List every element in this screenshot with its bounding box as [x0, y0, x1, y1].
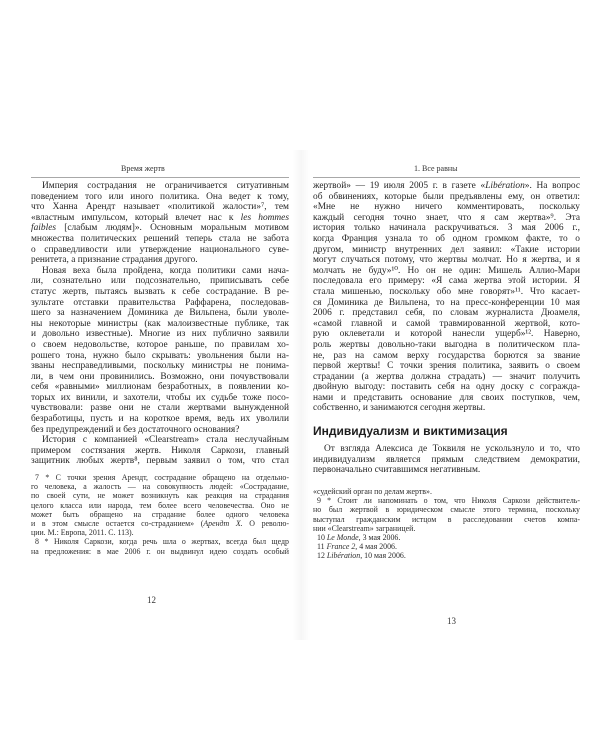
footnote-line: на предложения: в мае 2006 г. он выдвинул идею создать особый [31, 546, 289, 556]
footnote-line: выступал гражданским истцом в расследовании счетов компа- [313, 514, 580, 524]
text-line: История с компанией «Clearstream» стала неслучайным [42, 435, 289, 446]
text-line: ся Доминика де Вильпена, то на пресс-конференции 10 мая [313, 297, 580, 308]
footnote-line: ции. М.: Европа, 2011. С. 113). [31, 528, 134, 538]
text-line: торых их винили, и захотели, чтобы их судьбе тоже посо- [31, 392, 289, 403]
footnote-line: «судейский орган по делам жертв». [313, 487, 432, 496]
italic-run: Libération [485, 181, 525, 191]
italic-run: les hommes [240, 212, 289, 223]
text-run: 11 [317, 542, 327, 552]
header-rule [313, 177, 580, 178]
text-line: ренитета, а признание страдания другого. [31, 255, 198, 266]
text-line: себя «равными» миллионам безработных, в появлении ко- [31, 382, 289, 393]
footnote-line: по своей сути, не может возникнуть как реакция на страдания [31, 491, 289, 501]
main-text [31, 181, 289, 467]
footnotes [31, 473, 289, 556]
main-text-continued [313, 181, 580, 414]
text-line: зультате отставки правительства Раффарена, последовав- [31, 297, 289, 308]
page-number: 13 [447, 616, 456, 626]
text-line: ли, в чем они провинились. Возможно, они почувствовали [31, 371, 289, 382]
footnote-line: 8 * Николя Саркози, когда речь шла о жертвах, всегда был щедр [35, 537, 289, 547]
italic-run: Арендт Х. [203, 518, 243, 528]
text-run: 12 [317, 551, 327, 561]
text-line: молчать не буду»¹⁰. Но он не один: Мишель Аллио-Мари [313, 265, 580, 276]
footnote [31, 473, 289, 537]
footnote-line: 7 * С точки зрения Арендт, сострадание обращено на отдельно- [35, 473, 289, 482]
text-line: поведением того или иного политика. Она ведет к тому, [31, 191, 289, 202]
running-head: 1. Все равны [414, 164, 458, 173]
footnote-line: го человека, а жалость — на совокупность людей: «Сострадание, [31, 482, 289, 492]
italic-run: Libération [326, 551, 361, 561]
text-line: собственно, и занимаются сегодня жертвы. [313, 403, 486, 414]
text-line [31, 223, 289, 234]
paragraph [313, 444, 580, 476]
text-run: О револю- [242, 518, 289, 528]
text-run: 10 [317, 532, 327, 542]
text-line: другом, министр внутренних дел заявил: «Такие истории [313, 244, 580, 255]
text-run: ». На вопрос [524, 181, 580, 191]
section-text [313, 444, 580, 476]
text-line: ны некоторые министры (как малоизвестные публике, так [31, 318, 289, 329]
header-rule [31, 177, 289, 178]
page-number: 12 [147, 595, 156, 605]
footnote [313, 551, 580, 560]
text-line: без предупреждений и без достаточного основания? [31, 424, 240, 435]
paragraph [31, 181, 289, 266]
text-line: роль жертвы довольно-таки выгодна в политическом пла- [313, 339, 580, 350]
text-line: страдании (а жертва должна страдать) — значит получить [313, 371, 580, 382]
text-line: первоначально считавшимся негативным. [313, 465, 481, 476]
footnote-line: целого класса или народа, тем более всего человечества. Оно не [31, 500, 289, 510]
text-line: каждый сегодня точно знает, что я сам жертва»⁹. Эта [313, 212, 580, 223]
footnote-line [313, 533, 580, 542]
gutter-shadow [292, 150, 310, 640]
text-line: первой жертвы! С точки зрения политика, заявить о своем [313, 361, 580, 372]
footnote-line: нии «Clearstream» заграницей. [313, 523, 416, 533]
text-line: стала мишенью, поскольку обо мне говорят»¹¹. Что касает- [313, 286, 580, 297]
text-line: «самой главной и самой травмированной жертвой, кото- [313, 318, 580, 329]
text-line: 2006 г. представил себя, по словам журналиста Дюамеля, [313, 308, 580, 319]
text-line: и довольно известные). Многие из них публично заявили [31, 329, 289, 340]
text-line: Империя сострадания не ограничивается ситуативным [42, 181, 289, 191]
footnote [31, 537, 289, 555]
italic-run: France 2 [326, 542, 356, 552]
text-line: чувствовали: разве они не стали жертвами вынужденной [31, 403, 289, 414]
text-line: рую оклеветали и которой нанесли ущерб»¹². Наверно, [313, 329, 580, 340]
text-line: не, раз на самом верху государства борются за звание [313, 350, 580, 361]
footnote-line [313, 551, 580, 560]
text-run: , 3 мая 2006. [358, 532, 401, 542]
text-line: шего за назначением Доминика де Вильпена, были уволе- [31, 308, 289, 319]
text-line: «Мне не нужно ничего комментировать, поскольку [313, 202, 580, 213]
text-run: , 10 мая 2006. [360, 551, 406, 561]
paragraph [313, 181, 580, 414]
text-run: «властным импульсом, который влечет нас к [31, 212, 241, 223]
text-line: нами и представить основание для своих поступков, чем, [313, 392, 580, 403]
section-heading: Индивидуализм и виктимизация [313, 424, 508, 438]
text-line: От взгляда Алексиса де Токвиля не ускользнуло и то, что [324, 444, 580, 454]
text-line: когда Франция узнала то об одном громком факте, то о [313, 233, 580, 244]
text-line: множества политических решений теперь стала не забота [31, 233, 289, 244]
text-line: могут случаться потому, что жертвы молчат. Но я жертва, и я [313, 255, 580, 266]
text-line: об обвинениях, которые были предъявлены ему, он ответил: [313, 191, 580, 202]
paragraph [31, 266, 289, 436]
footnote [313, 496, 580, 533]
running-head: Время жертв [121, 164, 165, 173]
text-line: о своем недовольстве, которое раньше, по правилам хо- [31, 339, 289, 350]
footnote [313, 487, 580, 496]
text-line: двойную выгоду: поставить себя на одну доску с согражда- [313, 382, 580, 393]
text-line: примером состязания жертв. Николя Саркози, главный [31, 445, 289, 456]
footnote-line [31, 519, 289, 528]
footnote-line [313, 542, 580, 551]
text-run: и в этом смысле остается со-страданием» ( [31, 518, 204, 528]
footnote-line: может быть обращено на страдание более одного человека [31, 509, 289, 519]
text-line [31, 213, 289, 224]
text-line: рошего тона, нужно было скрывать: увольнения были на- [31, 350, 289, 361]
text-run: жертвой» — 19 июля 2005 г. в газете « [313, 181, 486, 191]
text-line: званы несправедливыми, поскольку министры не понима- [31, 361, 289, 372]
footnote-line: 9 * Стоит ли напоминать о том, что Николя Саркози действитель- [317, 496, 580, 506]
italic-run: faibles [31, 223, 56, 234]
footnote-line: но был жертвой в юридическом смысле этого термина, поскольку [313, 505, 580, 515]
text-line: безработицы, пусть и на короткое время, ведь их уволили [31, 414, 289, 425]
text-line: последовала его примеру: «Я сама жертва этой истории. Я [313, 276, 580, 287]
footnote [313, 542, 580, 551]
paragraph [31, 435, 289, 467]
text-line: что Ханна Арендт называет «политикой жалости»⁷, тем [31, 202, 289, 213]
text-run: , 4 мая 2006. [355, 542, 397, 552]
text-line: индивидуализм является прямым следствием демократии, [313, 454, 580, 465]
italic-run: Le Monde [326, 532, 359, 542]
footnote [313, 533, 580, 542]
text-line: статус жертв, пытаясь вызвать к себе сострадание. В ре- [31, 286, 289, 297]
text-run: [слабым людям]». Основным моральным мотивом [56, 223, 289, 234]
footnotes [313, 487, 580, 561]
text-line: ли, сознательно или подсознательно, приписывать себе [31, 276, 289, 287]
text-line [313, 181, 580, 192]
text-line: о справедливости или утверждение национального суве- [31, 244, 289, 255]
text-line: Новая веха была пройдена, когда политики сами нача- [42, 265, 289, 276]
text-line: история только начинала раскручиваться. 3 мая 2006 г., [313, 223, 580, 234]
text-line: защитник любых жертв⁸, первым заявил о том, что стал [31, 456, 289, 467]
